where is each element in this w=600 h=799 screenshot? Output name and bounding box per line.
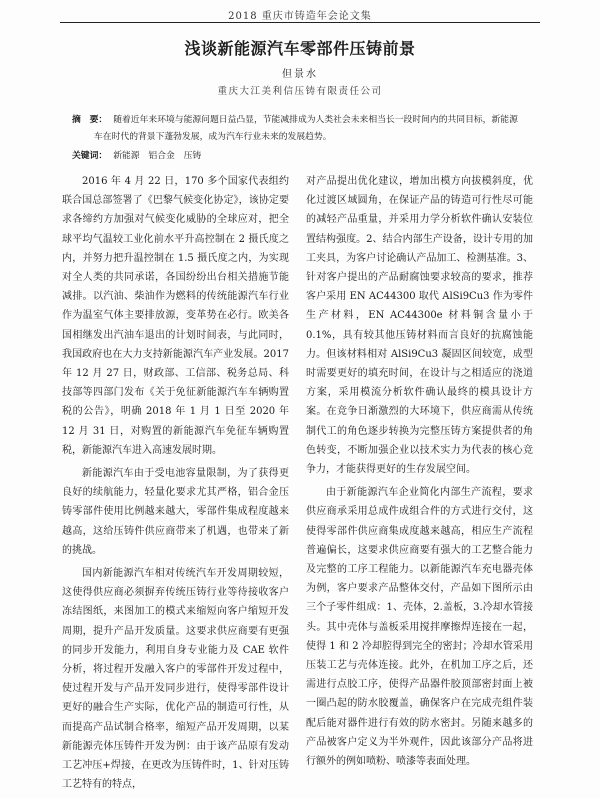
left-paragraph-1: 2016 年 4 月 22 日，170 多个国家代表组约联合国总部签署了《巴黎气候变化协定》，该协定要求各缔约方加强对气候变化威胁的全球应对，把全球平均气温较工业化前水平升高控制在 2 摄氏度之内，并努力把升温控制在 1.5 摄氏度之内，为实现对全人类的共同承诺，各国纷纷出台相关措施节能减排。以汽油、柴油作为燃料的传统能源汽车行业作为温室气体主要排放源，变革势在必行。欧美各国相继发出汽油车退出的计划时间表，与此同时，我国政府也在大力支持新能源汽车产业发展。2017 年 12 月 27 日，财政部、工信部、税务总局、科技部等四部门发布《关于免征新能源汽车车辆购置税的公告》，明确 2018 年 1 月 1 日至 2020 年 12 月 31 日，对购置的新能源汽车免征车辆购置税，新能源汽车进入高速发展时期。	[62, 176, 289, 456]
abstract-text-line1: 随着近年来环境与能源问题日益凸显，节能减排成为人类社会未来相当长一段时间内的共同目标，新能源	[113, 115, 518, 125]
right-paragraph-1: 对产品提出优化建议，增加出模方向拔模斜度，优化过渡区域圆角，在保证产品的铸造可行性尽可能的减轻产品重量，并采用力学分析软件确认安装位置结构强度。2、结合内部生产设备，设计专用的加工夹具，为客户讨论确认产品加工、检测基准。3、针对客户提出的产品耐腐蚀要求较高的要求，推荐客户采用 EN AC44300 取代 AlSi9Cu3 作为零件生产材料，EN AC44300e 材料铜含量小于 0.1%，具有较其他压铸材料而言良好的抗腐蚀能力。但该材料相对 AlSi9Cu3 凝固区间较宽，成型时需要更好的填充时间，在设计与之相适应的浇道方案，采用模流分析软件确认最终的模具设计方案。在竞争日渐激烈的大环境下，供应商需从传统制代工的角色逐步转换为完整压铸方案提供者的角色转变，不断加强企业以技术实力为代表的核心竞争力，才能获得更好的生存发展空间。	[306, 176, 533, 476]
keywords	[72, 148, 201, 161]
running-header: 2018 重庆市铸造年会论文集	[228, 11, 372, 22]
header-rule	[60, 22, 540, 23]
left-paragraph-2: 新能源汽车由于受电池容量限制，为了获得更良好的续航能力，轻量化要求尤其严格，铝合金压铸零部件使用比例越来越大，零部件集成程度越来越高，这给压铸件供应商带来了机遇，也带来了新的挑战。	[62, 468, 289, 556]
right-column	[306, 172, 533, 775]
abstract	[72, 112, 542, 146]
left-column	[62, 172, 289, 799]
abstract-label: 摘 要：	[72, 115, 108, 125]
paper-title: 浅谈新能源汽车零部件压铸前景	[184, 39, 416, 58]
abstract-text-line2: 车在时代的背景下蓬勃发展，成为汽车行业未来的发展趋势。	[94, 132, 332, 142]
left-paragraph-3: 国内新能源汽车相对传统汽车开发周期较短，这使得供应商必须摒弃传统压铸行业等待接收客户冻结图纸，来图加工的模式来缩短向客户缩短开发周期，提升产品开发质量。这要求供应商要有更强的同步开发能力，利用自身专业能力及 CAE 软件分析，将过程开发融入客户的零部件开发过程中，使过程开发与产品开发同步进行，使得零部件设计更好的融合生产实际，优化产品的制造可行性，从而提高产品试制合格率，缩短产品开发周期，以某新能源壳体压铸件开发为例：由于该产品原有发动工艺冲压+焊接，在更改为压铸件时，1、针对压铸工艺特有的特点，	[62, 568, 289, 791]
right-paragraph-2: 由于新能源汽车企业简化内部生产流程，要求供应商承采用总成件成组合件的方式进行交付，这使得零部件供应商集成度越来越高，相应生产流程普遍偏长，这要求供应商要有强大的工艺整合能力及完整的工序工程能力。以新能源汽车充电器壳体为例，客户要求产品整体交付，产品如下图所示由三个子零件组成：1、壳体，2.盖板，3.冷却水管接头。其中壳体与盖板采用搅拌摩擦焊连接在一起，使得 1 和 2 冷却腔得到完全的密封；冷却水管采用压装工艺与壳体连接。此外，在机加工序之后，还需进行点胶工序，使得产品器件胶顶部密封面上被一圈凸起的防水胶覆盖，确保客户在完成壳组件装配后能对器件进行有效的防水密封。另随来越多的产品被客户定义为半外观件，因此该部分产品将进行额外的例如喷粉、喷漆等表面处理。	[306, 487, 533, 768]
keywords-label: 关键词：	[72, 151, 108, 161]
author: 但景水	[282, 69, 318, 80]
affiliation: 重庆大江美利信压铸有限责任公司	[217, 86, 383, 97]
running-header-area	[0, 0, 600, 26]
keywords-text: 新能源 铝合金 压铸	[113, 151, 202, 161]
